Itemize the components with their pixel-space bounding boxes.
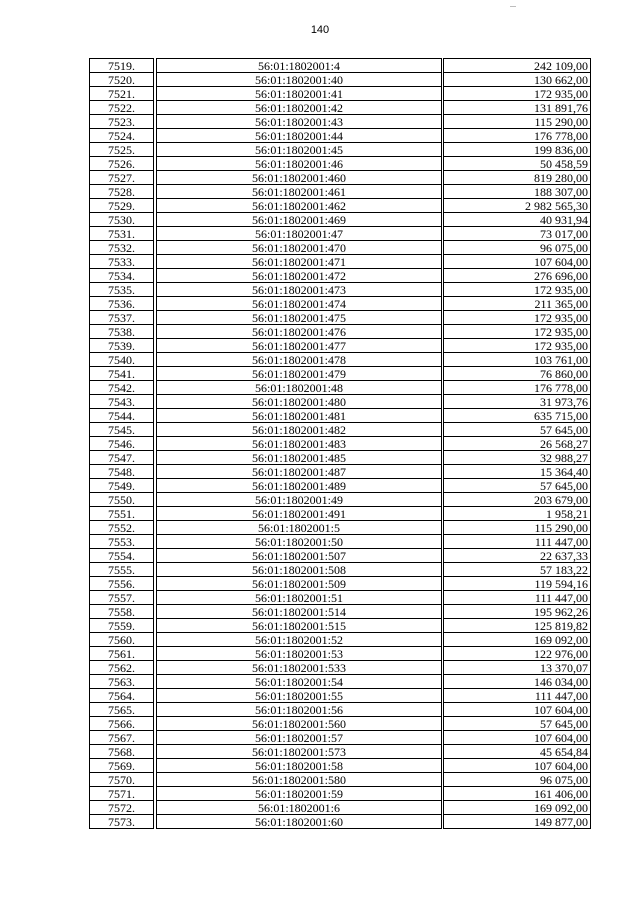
cadastral-number: 56:01:1802001:509 <box>157 577 442 591</box>
cadastral-value: 115 290,00 <box>444 115 591 129</box>
cadastral-number: 56:01:1802001:44 <box>157 129 442 143</box>
table-row <box>90 367 591 381</box>
cadastral-value: 1 958,21 <box>444 507 591 521</box>
cadastral-value: 242 109,00 <box>444 59 591 73</box>
table-row <box>90 717 591 731</box>
cadastral-value: 96 075,00 <box>444 241 591 255</box>
table-row <box>90 339 591 353</box>
row-number: 7571. <box>90 787 154 801</box>
cadastral-value: 125 819,82 <box>444 619 591 633</box>
row-number: 7569. <box>90 759 154 773</box>
cadastral-number: 56:01:1802001:487 <box>157 465 442 479</box>
table-row <box>90 395 591 409</box>
row-number: 7519. <box>90 59 154 73</box>
row-number: 7521. <box>90 87 154 101</box>
cadastral-number: 56:01:1802001:42 <box>157 101 442 115</box>
cadastral-number: 56:01:1802001:461 <box>157 185 442 199</box>
cadastral-number: 56:01:1802001:489 <box>157 479 442 493</box>
cadastral-number: 56:01:1802001:59 <box>157 787 442 801</box>
cadastral-number: 56:01:1802001:462 <box>157 199 442 213</box>
row-number: 7561. <box>90 647 154 661</box>
cadastral-value: 635 715,00 <box>444 409 591 423</box>
table-row <box>90 409 591 423</box>
cadastral-value: 96 075,00 <box>444 773 591 787</box>
table-row <box>90 353 591 367</box>
row-number: 7568. <box>90 745 154 759</box>
cadastral-value: 130 662,00 <box>444 73 591 87</box>
table-row <box>90 801 591 815</box>
row-number: 7559. <box>90 619 154 633</box>
cadastral-value: 111 447,00 <box>444 535 591 549</box>
row-number: 7524. <box>90 129 154 143</box>
cadastral-number: 56:01:1802001:478 <box>157 353 442 367</box>
cadastral-value: 122 976,00 <box>444 647 591 661</box>
row-number: 7557. <box>90 591 154 605</box>
row-number: 7548. <box>90 465 154 479</box>
cadastral-value: 172 935,00 <box>444 283 591 297</box>
cadastral-number: 56:01:1802001:515 <box>157 619 442 633</box>
table-row <box>90 255 591 269</box>
cadastral-value: 13 370,07 <box>444 661 591 675</box>
table-row <box>90 647 591 661</box>
row-number: 7525. <box>90 143 154 157</box>
table-row <box>90 549 591 563</box>
table-row <box>90 227 591 241</box>
cadastral-number: 56:01:1802001:49 <box>157 493 442 507</box>
cadastral-value: 211 365,00 <box>444 297 591 311</box>
cadastral-value: 107 604,00 <box>444 703 591 717</box>
table-row <box>90 101 591 115</box>
table-row <box>90 283 591 297</box>
table-row <box>90 437 591 451</box>
table-row <box>90 633 591 647</box>
row-number: 7537. <box>90 311 154 325</box>
cadastral-value: 31 973,76 <box>444 395 591 409</box>
cadastral-value: 188 307,00 <box>444 185 591 199</box>
row-number: 7540. <box>90 353 154 367</box>
cadastral-number: 56:01:1802001:560 <box>157 717 442 731</box>
cadastral-number: 56:01:1802001:60 <box>157 815 442 829</box>
cadastral-value: 199 836,00 <box>444 143 591 157</box>
cadastral-value: 76 860,00 <box>444 367 591 381</box>
cadastral-number: 56:01:1802001:6 <box>157 801 442 815</box>
row-number: 7520. <box>90 73 154 87</box>
table-row <box>90 199 591 213</box>
cadastral-number: 56:01:1802001:40 <box>157 73 442 87</box>
cadastral-number: 56:01:1802001:580 <box>157 773 442 787</box>
table-row <box>90 787 591 801</box>
cadastral-value: 57 645,00 <box>444 423 591 437</box>
table-row <box>90 759 591 773</box>
table-row <box>90 115 591 129</box>
cadastral-number: 56:01:1802001:471 <box>157 255 442 269</box>
table-row <box>90 773 591 787</box>
cadastral-number: 56:01:1802001:52 <box>157 633 442 647</box>
cadastral-value: 172 935,00 <box>444 311 591 325</box>
table-row <box>90 269 591 283</box>
row-number: 7545. <box>90 423 154 437</box>
table-row <box>90 143 591 157</box>
row-number: 7556. <box>90 577 154 591</box>
table-row <box>90 325 591 339</box>
row-number: 7562. <box>90 661 154 675</box>
cadastral-value: 107 604,00 <box>444 255 591 269</box>
cadastral-value: 172 935,00 <box>444 87 591 101</box>
cadastral-number: 56:01:1802001:472 <box>157 269 442 283</box>
cadastral-number: 56:01:1802001:47 <box>157 227 442 241</box>
cadastral-number: 56:01:1802001:55 <box>157 689 442 703</box>
cadastral-value: 172 935,00 <box>444 339 591 353</box>
cadastral-number: 56:01:1802001:460 <box>157 171 442 185</box>
cadastral-number: 56:01:1802001:53 <box>157 647 442 661</box>
row-number: 7565. <box>90 703 154 717</box>
table-row <box>90 297 591 311</box>
cadastral-number: 56:01:1802001:51 <box>157 591 442 605</box>
table-row <box>90 157 591 171</box>
cadastral-value: 57 183,22 <box>444 563 591 577</box>
scan-mark <box>510 6 516 7</box>
cadastral-value: 22 637,33 <box>444 549 591 563</box>
cadastral-value: 195 962,26 <box>444 605 591 619</box>
cadastral-number: 56:01:1802001:479 <box>157 367 442 381</box>
cadastral-number: 56:01:1802001:45 <box>157 143 442 157</box>
cadastral-number: 56:01:1802001:491 <box>157 507 442 521</box>
cadastral-number: 56:01:1802001:48 <box>157 381 442 395</box>
row-number: 7547. <box>90 451 154 465</box>
cadastral-number: 56:01:1802001:5 <box>157 521 442 535</box>
table-row <box>90 661 591 675</box>
cadastral-value: 276 696,00 <box>444 269 591 283</box>
cadastral-number: 56:01:1802001:475 <box>157 311 442 325</box>
row-number: 7544. <box>90 409 154 423</box>
cadastral-value: 57 645,00 <box>444 479 591 493</box>
cadastral-number: 56:01:1802001:476 <box>157 325 442 339</box>
row-number: 7572. <box>90 801 154 815</box>
cadastral-number: 56:01:1802001:43 <box>157 115 442 129</box>
table-row <box>90 465 591 479</box>
row-number: 7552. <box>90 521 154 535</box>
row-number: 7542. <box>90 381 154 395</box>
row-number: 7527. <box>90 171 154 185</box>
cadastral-value: 26 568,27 <box>444 437 591 451</box>
cadastral-value: 146 034,00 <box>444 675 591 689</box>
cadastral-number: 56:01:1802001:514 <box>157 605 442 619</box>
cadastral-number: 56:01:1802001:469 <box>157 213 442 227</box>
row-number: 7522. <box>90 101 154 115</box>
cadastral-number: 56:01:1802001:41 <box>157 87 442 101</box>
table-row <box>90 213 591 227</box>
cadastral-number: 56:01:1802001:473 <box>157 283 442 297</box>
row-number: 7538. <box>90 325 154 339</box>
cadastral-value: 15 364,40 <box>444 465 591 479</box>
cadastral-value: 119 594,16 <box>444 577 591 591</box>
row-number: 7558. <box>90 605 154 619</box>
cadastral-number: 56:01:1802001:533 <box>157 661 442 675</box>
cadastral-number: 56:01:1802001:485 <box>157 451 442 465</box>
cadastral-value: 169 092,00 <box>444 633 591 647</box>
table-row <box>90 689 591 703</box>
table-row <box>90 731 591 745</box>
cadastral-number: 56:01:1802001:4 <box>157 59 442 73</box>
cadastral-value: 203 679,00 <box>444 493 591 507</box>
cadastral-value: 50 458,59 <box>444 157 591 171</box>
cadastral-number: 56:01:1802001:482 <box>157 423 442 437</box>
cadastral-value: 107 604,00 <box>444 731 591 745</box>
row-number: 7550. <box>90 493 154 507</box>
row-number: 7530. <box>90 213 154 227</box>
row-number: 7533. <box>90 255 154 269</box>
cadastral-number: 56:01:1802001:57 <box>157 731 442 745</box>
table-row <box>90 171 591 185</box>
cadastral-value: 57 645,00 <box>444 717 591 731</box>
row-number: 7564. <box>90 689 154 703</box>
cadastral-value: 111 447,00 <box>444 591 591 605</box>
cadastral-value: 169 092,00 <box>444 801 591 815</box>
table-row <box>90 563 591 577</box>
table-row <box>90 535 591 549</box>
row-number: 7551. <box>90 507 154 521</box>
cadastral-value: 111 447,00 <box>444 689 591 703</box>
row-number: 7553. <box>90 535 154 549</box>
cadastral-value: 131 891,76 <box>444 101 591 115</box>
table-row <box>90 605 591 619</box>
cadastral-number: 56:01:1802001:56 <box>157 703 442 717</box>
cadastral-number: 56:01:1802001:480 <box>157 395 442 409</box>
cadastral-value: 103 761,00 <box>444 353 591 367</box>
cadastral-number: 56:01:1802001:477 <box>157 339 442 353</box>
table-row <box>90 577 591 591</box>
cadastral-value: 107 604,00 <box>444 759 591 773</box>
cadastral-value: 161 406,00 <box>444 787 591 801</box>
cadastral-number: 56:01:1802001:470 <box>157 241 442 255</box>
table-row <box>90 185 591 199</box>
table-row <box>90 675 591 689</box>
cadastral-value: 2 982 565,30 <box>444 199 591 213</box>
cadastral-number: 56:01:1802001:481 <box>157 409 442 423</box>
table-row <box>90 451 591 465</box>
cadastral-value: 172 935,00 <box>444 325 591 339</box>
table-row <box>90 703 591 717</box>
table-row <box>90 73 591 87</box>
row-number: 7560. <box>90 633 154 647</box>
table-row <box>90 521 591 535</box>
page-number: 140 <box>310 24 330 36</box>
row-number: 7534. <box>90 269 154 283</box>
table-row <box>90 815 591 829</box>
cadastral-number: 56:01:1802001:483 <box>157 437 442 451</box>
row-number: 7539. <box>90 339 154 353</box>
row-number: 7549. <box>90 479 154 493</box>
table-row <box>90 493 591 507</box>
row-number: 7573. <box>90 815 154 829</box>
row-number: 7532. <box>90 241 154 255</box>
row-number: 7526. <box>90 157 154 171</box>
row-number: 7531. <box>90 227 154 241</box>
registry-table-body <box>90 59 591 829</box>
row-number: 7529. <box>90 199 154 213</box>
table-row <box>90 619 591 633</box>
row-number: 7536. <box>90 297 154 311</box>
cadastral-number: 56:01:1802001:58 <box>157 759 442 773</box>
table-row <box>90 129 591 143</box>
cadastral-value: 115 290,00 <box>444 521 591 535</box>
cadastral-value: 40 931,94 <box>444 213 591 227</box>
table-row <box>90 381 591 395</box>
table-row <box>90 479 591 493</box>
registry-table <box>89 58 591 829</box>
cadastral-number: 56:01:1802001:474 <box>157 297 442 311</box>
table-row <box>90 87 591 101</box>
cadastral-number: 56:01:1802001:507 <box>157 549 442 563</box>
row-number: 7535. <box>90 283 154 297</box>
cadastral-number: 56:01:1802001:46 <box>157 157 442 171</box>
cadastral-value: 176 778,00 <box>444 381 591 395</box>
table-row <box>90 591 591 605</box>
row-number: 7555. <box>90 563 154 577</box>
row-number: 7541. <box>90 367 154 381</box>
row-number: 7528. <box>90 185 154 199</box>
table-row <box>90 311 591 325</box>
row-number: 7566. <box>90 717 154 731</box>
cadastral-number: 56:01:1802001:50 <box>157 535 442 549</box>
table-row <box>90 423 591 437</box>
cadastral-value: 149 877,00 <box>444 815 591 829</box>
cadastral-value: 73 017,00 <box>444 227 591 241</box>
row-number: 7546. <box>90 437 154 451</box>
row-number: 7543. <box>90 395 154 409</box>
row-number: 7554. <box>90 549 154 563</box>
row-number: 7563. <box>90 675 154 689</box>
cadastral-value: 819 280,00 <box>444 171 591 185</box>
table-row <box>90 59 591 73</box>
cadastral-number: 56:01:1802001:54 <box>157 675 442 689</box>
cadastral-value: 45 654,84 <box>444 745 591 759</box>
cadastral-number: 56:01:1802001:573 <box>157 745 442 759</box>
row-number: 7570. <box>90 773 154 787</box>
cadastral-value: 32 988,27 <box>444 451 591 465</box>
table-row <box>90 241 591 255</box>
row-number: 7567. <box>90 731 154 745</box>
table-row <box>90 745 591 759</box>
table-row <box>90 507 591 521</box>
cadastral-value: 176 778,00 <box>444 129 591 143</box>
row-number: 7523. <box>90 115 154 129</box>
cadastral-number: 56:01:1802001:508 <box>157 563 442 577</box>
